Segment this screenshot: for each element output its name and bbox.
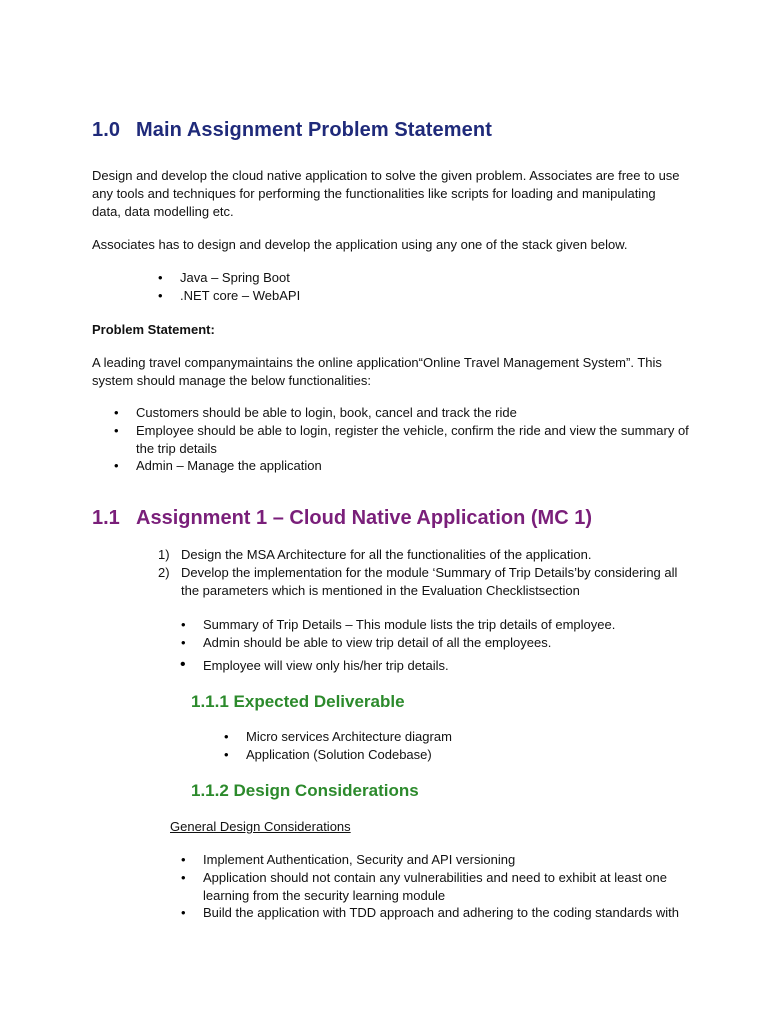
heading-1-1 xyxy=(92,507,592,530)
step-line: Develop the implementation for the module ‘Summary of Trip Details’by considering all xyxy=(181,565,678,580)
bullet-icon: • xyxy=(181,905,186,920)
bullet-icon: • xyxy=(114,405,119,420)
design-line: Build the application with TDD approach and adhering to the coding standards with xyxy=(203,905,680,920)
deliverable-item: Micro services Architecture diagram xyxy=(246,729,452,744)
problem-line: A leading travel companymaintains the online application“Online Travel Management System”. This xyxy=(92,355,662,370)
bullet-icon: • xyxy=(181,635,186,650)
design-line: Implement Authentication, Security and API versioning xyxy=(203,852,516,867)
deliverable-item: Application (Solution Codebase) xyxy=(246,747,432,762)
functionality-item xyxy=(136,422,689,458)
step-item xyxy=(181,546,591,564)
stack-item: .NET core – WebAPI xyxy=(180,288,301,303)
design-line: Application should not contain any vulnerabilities and need to exhibit at least one xyxy=(203,870,667,885)
functionality-line: Admin – Manage the application xyxy=(136,458,322,473)
functionality-line: Customers should be able to login, book, cancel and track the ride xyxy=(136,405,517,420)
heading-1-1-2: 1.1.2 Design Considerations xyxy=(191,781,419,800)
intro-paragraph xyxy=(92,167,680,221)
functionality-item xyxy=(136,404,517,422)
bullet-icon: • xyxy=(114,423,119,438)
bullet-icon: • xyxy=(224,747,229,762)
stack-item: Java – Spring Boot xyxy=(180,270,290,285)
intro-line: Design and develop the cloud native application to solve the given problem. Associates are free to use xyxy=(92,168,680,183)
problem-statement-heading: Problem Statement: xyxy=(92,322,215,337)
design-item xyxy=(203,904,679,922)
intro-line: any tools and techniques for performing the functionalities like scripts for loading and manipulating xyxy=(92,186,656,201)
bullet-icon: • xyxy=(180,656,186,673)
stack-intro: Associates has to design and develop the application using any one of the stack given below. xyxy=(92,237,628,252)
heading-1-0 xyxy=(92,119,492,142)
module-item: Summary of Trip Details – This module lists the trip details of employee. xyxy=(203,617,616,632)
step-line: Design the MSA Architecture for all the functionalities of the application. xyxy=(181,547,592,562)
bullet-icon: • xyxy=(181,870,186,885)
step-line: the parameters which is mentioned in the Evaluation Checklistsection xyxy=(181,583,580,598)
bullet-icon: • xyxy=(114,458,119,473)
intro-line: data, data modelling etc. xyxy=(92,204,234,219)
heading-1-1-1: 1.1.1 Expected Deliverable xyxy=(191,692,405,711)
functionality-line: the trip details xyxy=(136,441,217,456)
step-marker: 1) xyxy=(158,547,170,562)
problem-paragraph xyxy=(92,354,662,390)
heading-1-0-number: 1.0 xyxy=(92,119,121,141)
heading-1-1-number: 1.1 xyxy=(92,507,120,529)
problem-line: system should manage the below functionalities: xyxy=(92,373,371,388)
step-marker: 2) xyxy=(158,565,170,580)
design-item xyxy=(203,869,667,905)
bullet-icon: • xyxy=(224,729,229,744)
general-design-subheading: General Design Considerations xyxy=(170,819,351,834)
functionality-line: Employee should be able to login, register the vehicle, confirm the ride and view the summary of xyxy=(136,423,689,438)
bullet-icon: • xyxy=(181,852,186,867)
design-item xyxy=(203,851,515,869)
bullet-icon: • xyxy=(158,288,163,303)
bullet-icon: • xyxy=(181,617,186,632)
module-item: Employee will view only his/her trip details. xyxy=(203,658,449,673)
heading-1-0-title: Main Assignment Problem Statement xyxy=(136,119,492,141)
module-item: Admin should be able to view trip detail of all the employees. xyxy=(203,635,552,650)
step-item xyxy=(181,564,677,600)
design-line: learning from the security learning module xyxy=(203,888,446,903)
bullet-icon: • xyxy=(158,270,163,285)
heading-1-1-title: Assignment 1 – Cloud Native Application (MC 1) xyxy=(136,507,592,529)
functionality-item xyxy=(136,457,322,475)
